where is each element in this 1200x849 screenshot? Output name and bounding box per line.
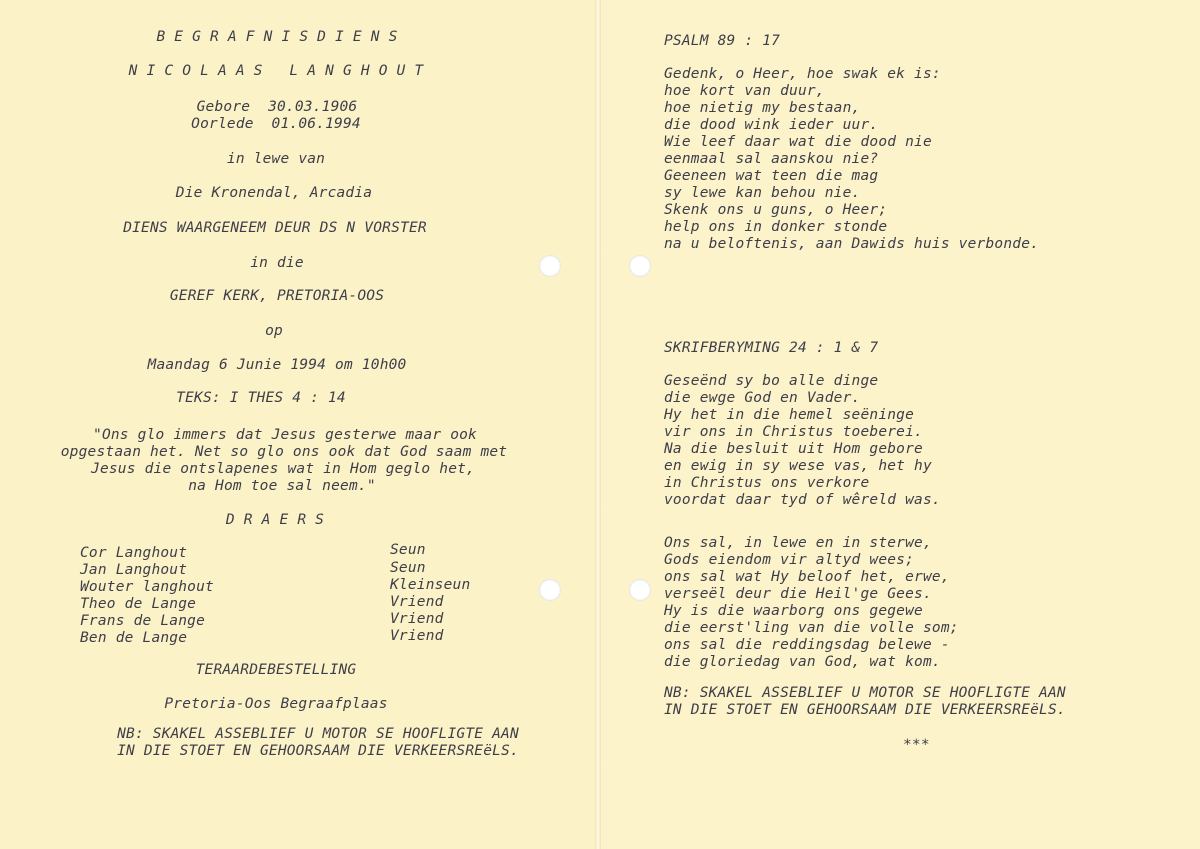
hymn-line: die eerst'ling van die volle som; [664,620,959,636]
death-date: Oorlede 01.06.1994 [191,116,361,132]
hymn-line: Hy is die waarborg ons gegewe [664,603,923,619]
hymn-line: in Christus ons verkore [664,475,870,491]
church-name: GEREF KERK, PRETORIA-OOS [169,288,385,304]
in-lewe-van: in lewe van [226,151,326,167]
residence: Die Kronendal, Arcadia [175,185,373,201]
quote-line: "Ons glo immers dat Jesus gesterwe maar ook [93,427,477,443]
op: op [265,323,283,339]
psalm-line: Geeneen wat teen die mag [664,168,879,184]
bearer-name: Cor Langhout [80,545,188,561]
hymn-line: die ewge God en Vader. [664,390,861,406]
birth-date: Gebore 30.03.1906 [196,99,358,115]
hymn-line: Gods eiendom vir altyd wees; [664,552,915,568]
bearer-relation: Vriend [390,611,444,627]
hymn-line: Hy het in die hemel seëninge [664,407,915,423]
psalm-line: die dood wink ieder uur. [664,117,879,133]
quote-line: na Hom toe sal neem." [188,478,376,494]
bearer-name: Frans de Lange [80,613,206,629]
psalm-line: hoe nietig my bestaan, [664,100,861,116]
punch-hole [539,579,561,601]
psalm-line: Gedenk, o Heer, hoe swak ek is: [664,66,941,82]
traffic-note: IN DIE STOET EN GEHOORSAAM DIE VERKEERSREëLS. [117,743,519,759]
deceased-name: N I C O L A A S L A N G H O U T [128,63,424,79]
bearer-relation: Vriend [390,628,444,644]
bearer-name: Theo de Lange [80,596,197,612]
bearer-name: Ben de Lange [80,630,188,646]
officiant: DIENS WAARGENEEM DEUR DS N VORSTER [123,220,427,236]
traffic-note: NB: SKAKEL ASSEBLIEF U MOTOR SE HOOFLIGTE AAN [664,685,1066,701]
page-fold [595,0,601,849]
hymn-line: en ewig in sy wese vas, het hy [664,458,932,474]
hymn-line: vir ons in Christus toeberei. [664,424,923,440]
bearer-relation: Vriend [390,594,444,610]
hymn-line: ons sal die reddingsdag belewe - [664,637,950,653]
psalm-line: Wie leef daar wat die dood nie [664,134,932,150]
end-mark: *** [903,737,930,753]
punch-hole [629,255,651,277]
psalm-heading: PSALM 89 : 17 [664,33,781,49]
psalm-line: Skenk ons u guns, o Heer; [664,202,888,218]
cemetery-name: Pretoria-Oos Begraafplaas [164,696,388,712]
bearer-relation: Seun [390,560,426,576]
bearer-relation: Kleinseun [390,577,471,593]
hymn-line: Geseënd sy bo alle dinge [664,373,879,389]
bearer-name: Jan Langhout [80,562,188,578]
hymn-line: die gloriedag van God, wat kom. [664,654,941,670]
psalm-line: sy lewe kan behou nie. [664,185,861,201]
hymn-line: Na die besluit uit Hom gebore [664,441,923,457]
bearer-name: Wouter langhout [80,579,214,595]
service-date: Maandag 6 Junie 1994 om 10h00 [147,357,407,373]
hymn-line: Ons sal, in lewe en in sterwe, [664,535,932,551]
psalm-line: na u beloftenis, aan Dawids huis verbonde. [664,236,1040,252]
traffic-note: NB: SKAKEL ASSEBLIEF U MOTOR SE HOOFLIGTE AAN [117,726,519,742]
psalm-line: eenmaal sal aanskou nie? [664,151,879,167]
service-heading: B E G R A F N I S D I E N S [156,29,398,45]
hymn-heading: SKRIFBERYMING 24 : 1 & 7 [664,340,879,356]
in-die: in die [250,255,304,271]
hymn-line: verseël deur die Heil'ge Gees. [664,586,932,602]
punch-hole [629,579,651,601]
punch-hole [539,255,561,277]
psalm-line: hoe kort van duur, [664,83,825,99]
bearers-heading: D R A E R S [225,512,325,528]
bearer-relation: Seun [390,542,426,558]
quote-line: opgestaan het. Net so glo ons ook dat God saam met [60,444,508,460]
hymn-line: voordat daar tyd of wêreld was. [664,492,941,508]
quote-line: Jesus die ontslapenes wat in Hom geglo het, [91,461,475,477]
traffic-note: IN DIE STOET EN GEHOORSAAM DIE VERKEERSREëLS. [664,702,1066,718]
psalm-line: help ons in donker stonde [664,219,888,235]
burial-heading: TERAARDEBESTELLING [195,662,357,678]
hymn-line: ons sal wat Hy beloof het, erwe, [664,569,950,585]
scripture-text: TEKS: I THES 4 : 14 [176,390,346,406]
